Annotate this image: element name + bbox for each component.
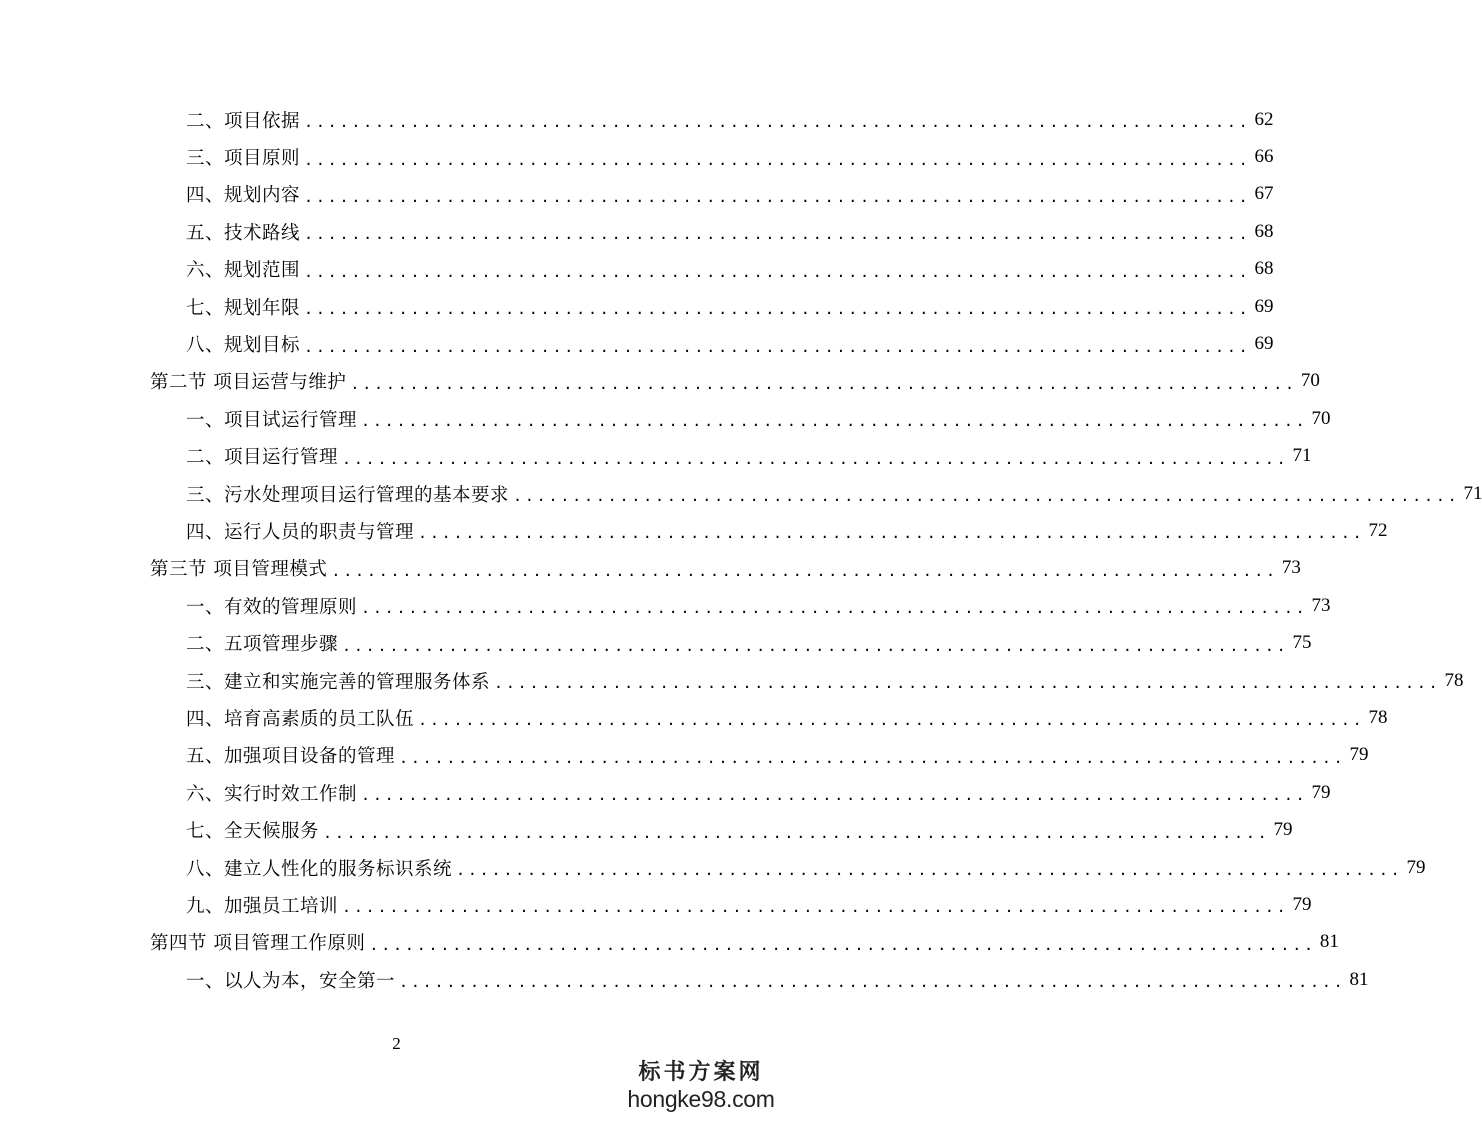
toc-entry-page: 66 bbox=[1254, 146, 1274, 168]
toc-entry[interactable] bbox=[0, 251, 1274, 288]
toc-entry-title: 七、规划年限 bbox=[186, 297, 301, 319]
toc-entry-title: 三、项目原则 bbox=[186, 148, 301, 170]
dot-leader: ................................................................................ bbox=[304, 113, 1251, 132]
toc-entry[interactable] bbox=[0, 101, 1274, 138]
toc-entry-page: 71 bbox=[1292, 445, 1312, 467]
dot-leader: ................................................................................ bbox=[361, 786, 1308, 805]
toc-section-entry[interactable] bbox=[0, 363, 1320, 400]
toc-entry-title: 一、有效的管理原则 bbox=[186, 596, 358, 618]
toc-entry-title: 五、技术路线 bbox=[186, 222, 301, 244]
page-number: 2 bbox=[392, 1034, 401, 1053]
toc-entry[interactable] bbox=[0, 400, 1331, 437]
toc-entry[interactable] bbox=[0, 624, 1312, 661]
dot-leader: ................................................................................ bbox=[304, 337, 1251, 356]
toc-entry[interactable] bbox=[0, 475, 1482, 512]
dot-leader: ................................................................................ bbox=[399, 748, 1346, 767]
toc-entry[interactable] bbox=[0, 849, 1426, 886]
toc-entry[interactable] bbox=[0, 662, 1464, 699]
toc-entry-title: 二、项目依据 bbox=[186, 110, 301, 132]
dot-leader: ................................................................................ bbox=[361, 412, 1308, 431]
toc-entry-title: 三、污水处理项目运行管理的基本要求 bbox=[186, 484, 510, 506]
toc-entry[interactable] bbox=[0, 737, 1369, 774]
toc-entry-page: 70 bbox=[1311, 407, 1331, 429]
toc-entry-title: 一、项目试运行管理 bbox=[186, 409, 358, 431]
dot-leader: ................................................................................ bbox=[513, 487, 1460, 506]
watermark-title: 标书方案网 bbox=[638, 1059, 764, 1085]
dot-leader: ................................................................................ bbox=[399, 973, 1346, 992]
toc-entry[interactable] bbox=[0, 438, 1312, 475]
toc-entry-title: 五、加强项目设备的管理 bbox=[186, 746, 396, 768]
toc-entry[interactable] bbox=[0, 138, 1274, 175]
toc-entry-page: 75 bbox=[1292, 632, 1312, 654]
watermark-url: hongke98.com bbox=[627, 1086, 775, 1112]
toc-entry-page: 79 bbox=[1406, 856, 1426, 878]
toc-entry[interactable] bbox=[0, 886, 1312, 923]
toc-entry-page: 68 bbox=[1254, 220, 1274, 242]
toc-entry-page: 73 bbox=[1281, 557, 1301, 579]
toc-entry-title: 一、以人为本，安全第一 bbox=[186, 970, 396, 992]
toc-entry-page: 81 bbox=[1349, 968, 1369, 990]
toc-section-entry[interactable] bbox=[0, 550, 1301, 587]
dot-leader: ................................................................................ bbox=[369, 935, 1316, 954]
toc-entry-title: 二、项目运行管理 bbox=[186, 447, 339, 469]
toc-entry-page: 71 bbox=[1463, 482, 1482, 504]
dot-leader: ................................................................................ bbox=[342, 636, 1289, 655]
toc-entry-title: 八、建立人性化的服务标识系统 bbox=[186, 858, 453, 880]
dot-leader: ................................................................................ bbox=[418, 524, 1365, 543]
toc-entry[interactable] bbox=[0, 512, 1388, 549]
toc-entry-page: 69 bbox=[1254, 295, 1274, 317]
dot-leader: ................................................................................ bbox=[418, 711, 1365, 730]
watermark-logo bbox=[627, 1058, 775, 1112]
toc-entry-title: 三、建立和实施完善的管理服务体系 bbox=[186, 671, 491, 693]
toc-entry[interactable] bbox=[0, 176, 1274, 213]
toc-entry-page: 79 bbox=[1349, 744, 1369, 766]
toc-entry-title: 七、全天候服务 bbox=[186, 821, 320, 843]
toc-entry[interactable] bbox=[0, 699, 1388, 736]
toc-entry-title: 二、五项管理步骤 bbox=[186, 634, 339, 656]
dot-leader: ................................................................................ bbox=[456, 861, 1403, 879]
toc-entry-page: 78 bbox=[1368, 706, 1388, 728]
toc-entry-title: 六、实行时效工作制 bbox=[186, 783, 358, 805]
toc-entry-title: 第三节 项目管理模式 bbox=[150, 559, 328, 581]
toc-entry[interactable] bbox=[0, 587, 1331, 624]
toc-entry-title: 第四节 项目管理工作原则 bbox=[150, 933, 366, 955]
toc-entry-page: 79 bbox=[1292, 893, 1312, 915]
dot-leader: ................................................................................ bbox=[323, 823, 1270, 842]
toc-entry-page: 81 bbox=[1319, 931, 1339, 953]
dot-leader: ................................................................................ bbox=[304, 187, 1251, 206]
toc-entry[interactable] bbox=[0, 961, 1369, 998]
dot-leader: ................................................................................ bbox=[304, 150, 1251, 169]
dot-leader: ................................................................................ bbox=[350, 374, 1297, 393]
toc-entry-title: 九、加强员工培训 bbox=[186, 895, 339, 917]
toc-entry-page: 78 bbox=[1444, 669, 1464, 691]
toc-entry-title: 四、规划内容 bbox=[186, 185, 301, 207]
toc-entry[interactable] bbox=[0, 811, 1293, 848]
toc-entry-title: 四、运行人员的职责与管理 bbox=[186, 521, 415, 543]
dot-leader: ................................................................................ bbox=[342, 898, 1289, 917]
toc-entry-page: 79 bbox=[1273, 819, 1293, 841]
toc-entry-page: 68 bbox=[1254, 258, 1274, 280]
toc-entry-title: 六、规划范围 bbox=[186, 260, 301, 282]
toc-section-entry[interactable] bbox=[0, 924, 1339, 961]
dot-leader: ................................................................................ bbox=[304, 262, 1251, 281]
toc-entry-page: 69 bbox=[1254, 333, 1274, 355]
dot-leader: ................................................................................ bbox=[361, 599, 1308, 618]
toc-entry[interactable] bbox=[0, 288, 1274, 325]
toc-entry-title: 四、培育高素质的员工队伍 bbox=[186, 708, 415, 730]
toc-entry-title: 第二节 项目运营与维护 bbox=[150, 372, 347, 394]
toc-entry[interactable] bbox=[0, 325, 1274, 362]
dot-leader: ................................................................................ bbox=[304, 225, 1251, 244]
dot-leader: ................................................................................ bbox=[342, 449, 1289, 468]
toc-entry-page: 79 bbox=[1311, 781, 1331, 803]
toc-entry-page: 70 bbox=[1300, 370, 1320, 392]
dot-leader: ................................................................................ bbox=[304, 300, 1251, 319]
toc-entry[interactable] bbox=[0, 213, 1274, 250]
dot-leader: ................................................................................ bbox=[331, 561, 1278, 580]
table-of-contents bbox=[0, 101, 1482, 998]
toc-entry-title: 八、规划目标 bbox=[186, 335, 301, 357]
toc-entry[interactable] bbox=[0, 774, 1331, 811]
toc-entry-page: 62 bbox=[1254, 108, 1274, 130]
toc-entry-page: 73 bbox=[1311, 594, 1331, 616]
dot-leader: ................................................................................ bbox=[494, 674, 1441, 693]
toc-entry-page: 72 bbox=[1368, 519, 1388, 541]
toc-entry-page: 67 bbox=[1254, 183, 1274, 205]
